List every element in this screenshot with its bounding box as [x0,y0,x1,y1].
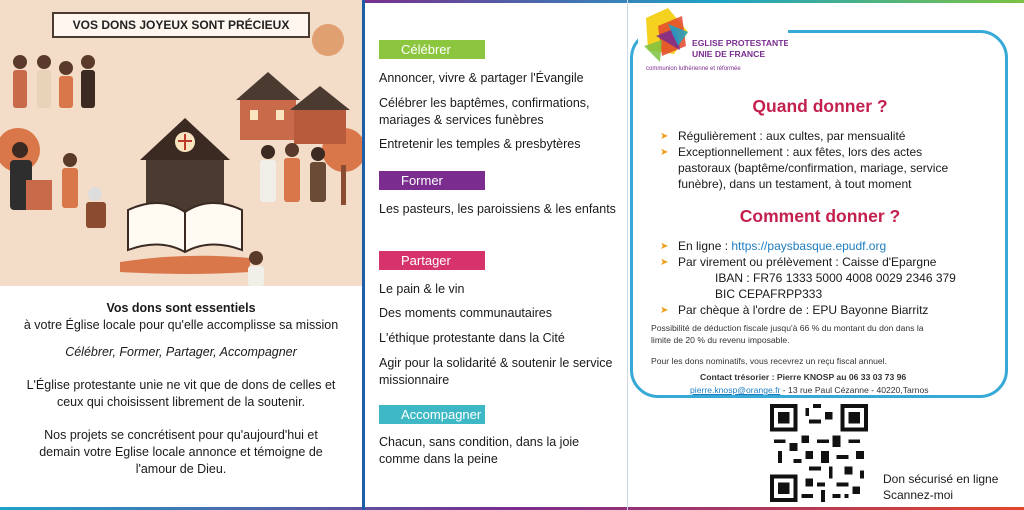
comment-donner-title: Comment donner ? [739,206,901,226]
arrow-bullet-icon: ➤ [660,131,669,142]
essentials-subtitle: à votre Église locale pour qu'elle accomplisse sa mission [23,318,339,332]
quand-donner-title: Quand donner ? [752,96,888,116]
scan-caption-line2: Scannez-moi [883,488,954,502]
tag-accompagner: Accompagner [379,405,485,424]
arrow-bullet-icon: ➤ [660,241,669,252]
para1-line2: ceux qui choisissent librement de la soutenir. [56,395,306,409]
logo-mark [638,6,788,76]
deduction-line1: Possibilité de déduction fiscale jusqu'à 66 % du montant du don dans la [651,323,924,333]
logo-line1: EGLISE PROTESTANTE [692,38,788,48]
arrow-bullet-icon: ➤ [660,257,669,268]
left-text-block [0,300,362,478]
partager-item-4: Agir pour la solidarité & soutenir le service missionnaire [379,356,613,387]
celebrer-item-1: Annoncer, vivre & partager l'Évangile [379,71,584,85]
mission-motto: Célébrer, Former, Partager, Accompagner [65,345,297,359]
former-item-1: Les pasteurs, les paroissiens & les enfants [379,202,616,216]
scan-caption [883,471,998,503]
logo-line2: UNIE DE FRANCE [692,49,766,59]
church-community-illustration [0,0,362,286]
para2-line3: l'amour de Dieu. [135,462,227,476]
essentials-heading: Vos dons sont essentiels [106,301,256,315]
treasurer-address: - 13 rue Paul Cézanne - 40220,Tarnos [780,385,929,395]
left-panel [0,0,362,510]
partager-item-1: Le pain & le vin [379,282,465,296]
arrow-bullet-icon: ➤ [660,147,669,158]
scan-caption-line1: Don sécurisé en ligne [883,472,999,486]
qr-code-graphic [770,404,868,502]
qr-code[interactable] [770,404,868,502]
middle-panel [365,0,627,510]
contact-address-line [690,384,1024,396]
treasurer-email-link[interactable]: pierre.knosp@orange.fr [690,385,781,395]
online-donation-link[interactable]: https://paysbasque.epudf.org [731,239,887,253]
partager-item-2: Des moments communautaires [379,306,552,320]
online-label: En ligne : [678,239,732,253]
right-divider [627,0,628,510]
arrow-bullet-icon: ➤ [660,305,669,316]
accompagner-item-1: Chacun, sans condition, dans la joie comme dans la peine [379,435,580,466]
para2-line2: demain votre Eglise locale annonce et témoigne de [39,445,323,459]
tag-former: Former [379,171,485,190]
logo-line3: communion luthérienne et réformée [646,66,741,72]
partager-item-3: L'éthique protestante dans la Cité [379,331,565,345]
tag-partager: Partager [379,251,485,270]
epudf-logo [638,6,788,76]
nominatif-note: Pour les dons nominatifs, vous recevrez un reçu fiscal annuel. [651,356,887,366]
illustration [0,0,362,286]
celebrer-item-3: Entretenir les temples & presbytères [379,137,581,151]
para2-line1: Nos projets se concrétisent pour qu'aujourd'hui et [44,428,318,442]
para1-line1: L'Église protestante unie ne vit que de dons de celles et [26,378,336,392]
treasurer-contact: Contact trésorier : Pierre KNOSP au 06 33 03 73 96 [700,372,907,382]
deduction-line2: limite de 20 % du revenu imposable. [651,335,790,345]
tag-celebrer: Célébrer [379,40,485,59]
illustration-banner: VOS DONS JOYEUX SONT PRÉCIEUX [52,12,310,38]
celebrer-item-2: Célébrer les baptêmes, confirmations, mariages & services funèbres [379,96,590,127]
